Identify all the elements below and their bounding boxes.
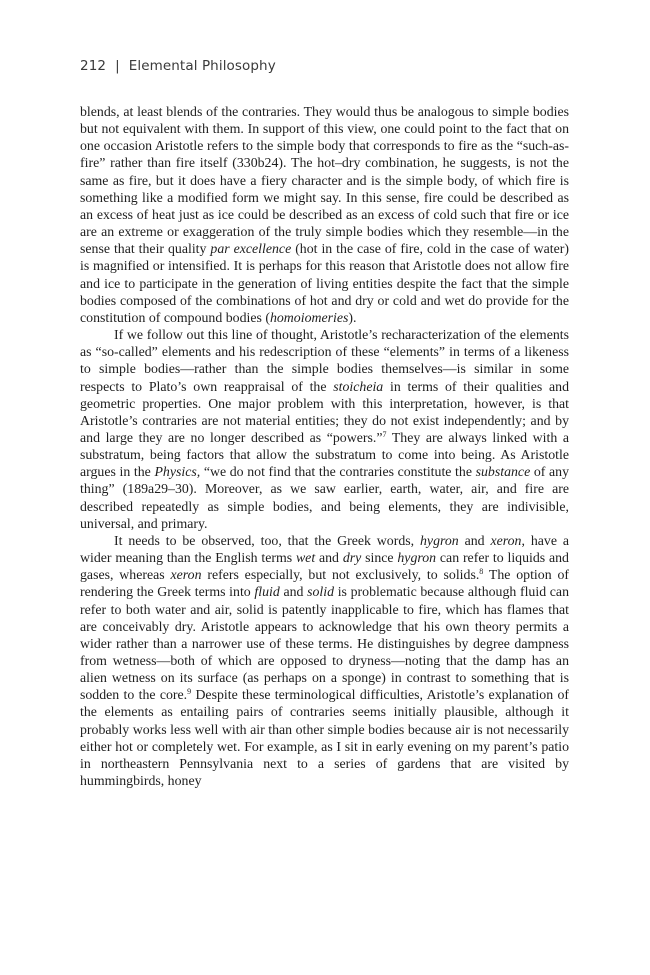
page-number: 212 (80, 58, 107, 74)
text-run: in terms of their qualities and geometric properties. One major problem with this interpretation, however, is that Aristotle’s contraries are not material entities; they do not exist independently; and by and large they are no longer described as “powers.” (80, 378, 569, 445)
text-run: The option of rendering the Greek terms into (80, 567, 569, 600)
text-run: can refer to liquids and gases, whereas (80, 550, 569, 583)
footnote-marker: 8 (479, 567, 484, 577)
text-run: since (361, 550, 398, 566)
text-run: They are always linked with a substratum, being factors that allow the substratum to come into being. As Aristotle argues in the (80, 429, 569, 480)
text-run: It needs to be observed, too, that the Greek words, (114, 532, 420, 548)
text-run: Despite these terminological difficulties, Aristotle’s explanation of the elements as entailing pairs of contraries seems initially plausible, although it probably works less well with air than other simple bodies because air is not necessarily either hot or completely wet. For example, as I sit in early evening on my parent’s patio in northeastern Pennsylvania next to a series of gardens that are visited by hummingbirds, honey (80, 687, 569, 789)
italic-term: par excellence (210, 241, 292, 257)
body-text (80, 103, 569, 789)
italic-term: fluid (254, 584, 280, 600)
header-separator: | (115, 58, 120, 74)
paragraph-2 (80, 326, 569, 532)
footnote-marker: 7 (382, 429, 387, 439)
text-run: blends, at least blends of the contraries. They would thus be analogous to simple bodies but not equivalent with them. In support of this view, one could point to the fact that on one occasion Aristotle refers to the simple body that corresponds to fire as the “such-as-fire” rather than fire itself (330b24). The hot–dry combination, he suggests, is not the same as fire, but it does have a fiery character and is the simple body, of which fire is something like a modified form we might say. In this sense, fire could be described as an excess of heat just as ice could be described as an excess of cold such that fire or ice are an extreme or exaggeration of the truly simple bodies which they resemble—in the sense that their quality (80, 104, 569, 257)
text-run: (hot in the case of fire, cold in the case of water) is magnified or intensified. It is perhaps for this reason that Aristotle does not allow fire and ice to participate in the generation of living entities despite the fact that the simple bodies composed of the combinations of hot and dry or cold and wet do provide for the constitution of compound bodies ( (80, 241, 569, 325)
italic-term: xeron (490, 532, 522, 548)
text-run: , have a wider meaning than the English terms (80, 532, 569, 566)
text-run: “we do not find that the contraries constitute the (200, 464, 476, 480)
italic-term: homoiomeries (269, 309, 349, 325)
paragraph-1 (80, 103, 569, 326)
text-run: If we follow out this line of thought, Aristotle’s recharacterization of the elements as “so-called” elements and his redescription of these “elements” in terms of a likeness to simple bodies—rather than the simple bodies themselves—is similar in some respects to Plato’s own reappraisal of the (80, 327, 569, 394)
italic-term: xeron (170, 567, 202, 583)
italic-term: Physics, (154, 464, 201, 480)
italic-term: substance (475, 464, 531, 480)
text-run: and (315, 550, 343, 566)
text-run: of any thing” (189a29–30). Moreover, as we saw earlier, earth, water, air, and fire are described repeatedly as simple bodies, and being elements, they are indivisible, universal, and primary. (80, 464, 569, 531)
italic-term: hygron (397, 550, 437, 566)
italic-term: hygron (420, 532, 459, 548)
italic-term: solid (307, 584, 335, 600)
footnote-marker: 9 (187, 687, 192, 697)
text-run: and (279, 584, 308, 600)
italic-term: stoicheia (333, 378, 384, 394)
italic-term: dry (342, 550, 362, 566)
text-run: refers especially, but not exclusively, to solids. (201, 567, 480, 583)
paragraph-3 (80, 532, 569, 789)
text-run: and (458, 532, 491, 548)
running-title: Elemental Philosophy (128, 58, 276, 74)
text-run: is problematic because although fluid can refer to both water and air, solid is patently inapplicable to fire, which has flames that are conceivably dry. Aristotle appears to acknowledge that his own theory permits a wider rather than a narrower use of these terms. He distinguishes by degree dampness from wetness—both of which are opposed to dryness—noting that the damp has an alien wetness on its surface (as perhaps on a sponge) in contrast to something that is sodden to the core. (80, 584, 569, 703)
text-run: ). (348, 309, 357, 325)
running-header (80, 58, 276, 74)
italic-term: wet (295, 550, 316, 566)
